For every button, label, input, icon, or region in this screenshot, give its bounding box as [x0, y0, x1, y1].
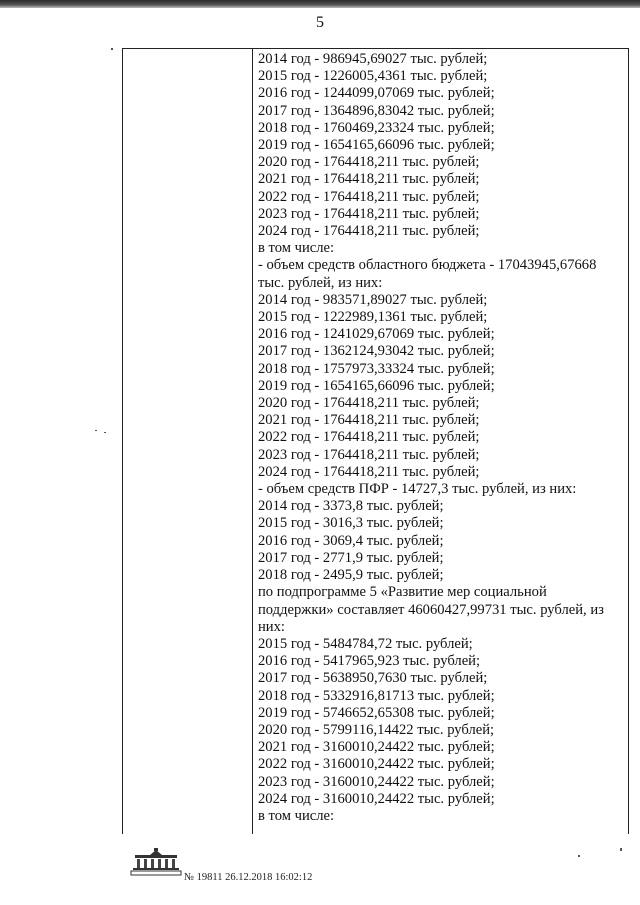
text-line: 2015 год - 3016,3 тыс. рублей;	[258, 515, 444, 532]
text-line: 2024 год - 3160010,24422 тыс. рублей;	[258, 790, 495, 807]
scan-speck	[111, 48, 113, 50]
text-line: тыс. рублей, из них:	[258, 274, 383, 291]
table-column-divider	[252, 48, 253, 834]
text-line: 2017 год - 2771,9 тыс. рублей;	[258, 549, 444, 566]
text-line: них:	[258, 618, 285, 635]
text-line: 2017 год - 1364896,83042 тыс. рублей;	[258, 102, 495, 119]
text-line: 2022 год - 1764418,211 тыс. рублей;	[258, 429, 480, 446]
scan-top-edge	[0, 0, 640, 8]
registration-number: № 19811 26.12.2018 16:02:12	[184, 872, 313, 883]
text-line: 2018 год - 5332916,81713 тыс. рублей;	[258, 687, 495, 704]
text-line: 2021 год - 3160010,24422 тыс. рублей;	[258, 739, 495, 756]
text-line: 2016 год - 1244099,07069 тыс. рублей;	[258, 85, 495, 102]
text-line: 2020 год - 1764418,211 тыс. рублей;	[258, 395, 480, 412]
text-line: 2022 год - 1764418,211 тыс. рублей;	[258, 188, 480, 205]
text-line: 2016 год - 1241029,67069 тыс. рублей;	[258, 326, 495, 343]
text-line: - объем средств областного бюджета - 17043945,67668	[258, 257, 597, 274]
text-line: 2022 год - 3160010,24422 тыс. рублей;	[258, 756, 495, 773]
text-line: поддержки» составляет 46060427,99731 тыс. рублей, из	[258, 601, 604, 618]
text-line: 2014 год - 986945,69027 тыс. рублей;	[258, 51, 488, 67]
text-line: 2015 год - 5484784,72 тыс. рублей;	[258, 635, 473, 652]
text-line: 2024 год - 1764418,211 тыс. рублей;	[258, 463, 480, 480]
text-line: 2016 год - 5417965,923 тыс. рублей;	[258, 653, 481, 670]
text-line: 2017 год - 1362124,93042 тыс. рублей;	[258, 343, 495, 360]
text-line: 2020 год - 5799116,14422 тыс. рублей;	[258, 721, 495, 738]
text-line: 2023 год - 3160010,24422 тыс. рублей;	[258, 773, 495, 790]
text-line: 2021 год - 1764418,211 тыс. рублей;	[258, 171, 480, 188]
text-line: 2018 год - 1760469,23324 тыс. рублей;	[258, 119, 495, 136]
text-line: 2014 год - 3373,8 тыс. рублей;	[258, 498, 444, 515]
government-building-stamp-icon	[127, 848, 185, 876]
text-line: 2015 год - 1222989,1361 тыс. рублей;	[258, 309, 488, 326]
text-line: 2018 год - 2495,9 тыс. рублей;	[258, 567, 444, 584]
text-line: 2019 год - 1654165,66096 тыс. рублей;	[258, 137, 495, 154]
page-number: 5	[316, 14, 324, 31]
text-line: в том числе:	[258, 240, 335, 257]
text-line: 2016 год - 3069,4 тыс. рублей;	[258, 532, 444, 549]
scan-speck	[95, 430, 97, 431]
text-line: 2020 год - 1764418,211 тыс. рублей;	[258, 154, 480, 171]
text-line: 2019 год - 1654165,66096 тыс. рублей;	[258, 377, 495, 394]
text-line: 2024 год - 1764418,211 тыс. рублей;	[258, 223, 480, 240]
text-line: 2019 год - 5746652,65308 тыс. рублей;	[258, 704, 495, 721]
text-line: 2017 год - 5638950,7630 тыс. рублей;	[258, 670, 488, 687]
scan-speck	[578, 855, 580, 857]
text-line: 2018 год - 1757973,33324 тыс. рублей;	[258, 360, 495, 377]
text-line: в том числе:	[258, 807, 335, 824]
table-cell-content	[258, 51, 624, 825]
text-line: 2014 год - 983571,89027 тыс. рублей;	[258, 291, 488, 308]
text-line: 2015 год - 1226005,4361 тыс. рублей;	[258, 68, 488, 85]
text-line: 2023 год - 1764418,211 тыс. рублей;	[258, 446, 480, 463]
text-line: 2023 год - 1764418,211 тыс. рублей;	[258, 205, 480, 222]
scan-speck	[620, 848, 622, 851]
text-line: 2021 год - 1764418,211 тыс. рублей;	[258, 412, 480, 429]
scan-speck	[104, 432, 106, 433]
text-line: по подпрограмме 5 «Развитие мер социальной	[258, 584, 547, 601]
text-line: - объем средств ПФР - 14727,3 тыс. рублей, из них:	[258, 481, 577, 498]
